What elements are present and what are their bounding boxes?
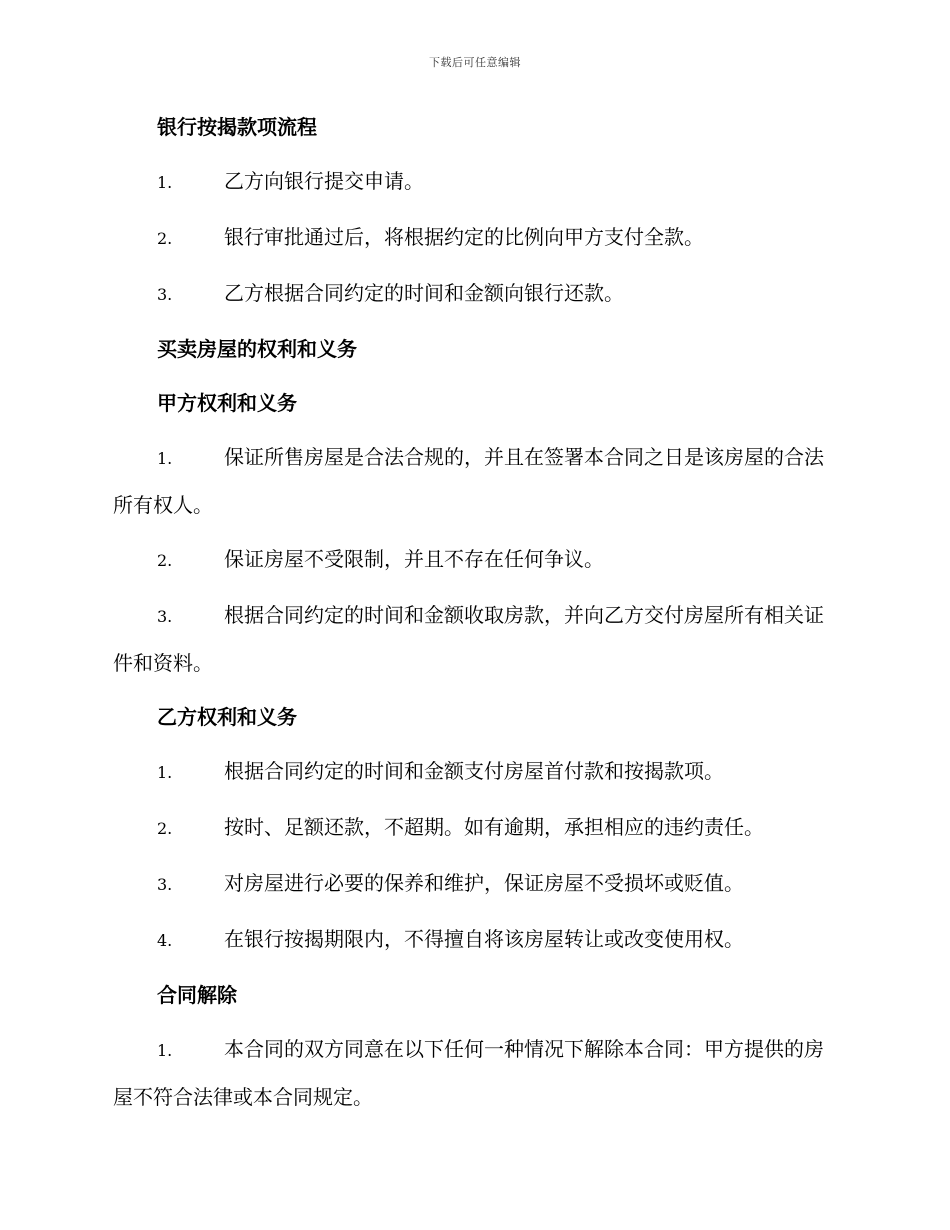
list-item — [113, 860, 835, 908]
item-text: 保证房屋不受限制，并且不存在任何争议。 — [224, 547, 604, 571]
item-text: 根据合同约定的时间和金额支付房屋首付款和按揭款项。 — [224, 759, 724, 783]
item-text: 乙方根据合同约定的时间和金额向银行还款。 — [224, 281, 624, 305]
section-title-rights-obligations: 买卖房屋的权利和义务 — [157, 337, 357, 361]
item-text: 乙方向银行提交申请。 — [224, 169, 424, 193]
list-item — [113, 804, 835, 852]
item-number: 1. — [157, 763, 173, 782]
item-text: 保证所售房屋是合法合规的，并且在签署本合同之日是该房屋的合法所有权人。 — [113, 445, 824, 517]
section-title-termination: 合同解除 — [157, 983, 237, 1007]
item-number: 1. — [157, 449, 173, 468]
item-text: 银行审批通过后，将根据约定的比例向甲方支付全款。 — [224, 225, 704, 249]
list-item — [113, 1026, 835, 1120]
list-item — [113, 592, 835, 686]
list-item — [113, 270, 835, 318]
item-number: 4. — [157, 931, 173, 950]
item-number: 3. — [157, 285, 173, 304]
item-text: 按时、足额还款，不超期。如有逾期，承担相应的违约责任。 — [224, 815, 764, 839]
item-text: 在银行按揭期限内，不得擅自将该房屋转让或改变使用权。 — [224, 927, 744, 951]
item-number: 2. — [157, 229, 173, 248]
item-number: 3. — [157, 875, 173, 894]
item-number: 2. — [157, 551, 173, 570]
section-title-party-a: 甲方权利和义务 — [157, 391, 297, 415]
list-item — [113, 748, 835, 796]
list-item — [113, 214, 835, 262]
list-item — [113, 916, 835, 964]
item-text: 本合同的双方同意在以下任何一种情况下解除本合同：甲方提供的房屋不符合法律或本合同规定。 — [113, 1037, 824, 1109]
document-body — [113, 110, 835, 1134]
item-number: 3. — [157, 607, 173, 626]
list-item — [113, 434, 835, 528]
item-number: 1. — [157, 173, 173, 192]
list-item — [113, 158, 835, 206]
section-title-party-b: 乙方权利和义务 — [157, 705, 297, 729]
item-number: 1. — [157, 1041, 173, 1060]
item-number: 2. — [157, 819, 173, 838]
item-text: 根据合同约定的时间和金额收取房款，并向乙方交付房屋所有相关证件和资料。 — [113, 603, 824, 675]
section-title-bank-mortgage: 银行按揭款项流程 — [157, 115, 317, 139]
item-text: 对房屋进行必要的保养和维护，保证房屋不受损坏或贬值。 — [224, 871, 744, 895]
list-item — [113, 536, 835, 584]
page-header: 下载后可任意编辑 — [429, 56, 521, 69]
